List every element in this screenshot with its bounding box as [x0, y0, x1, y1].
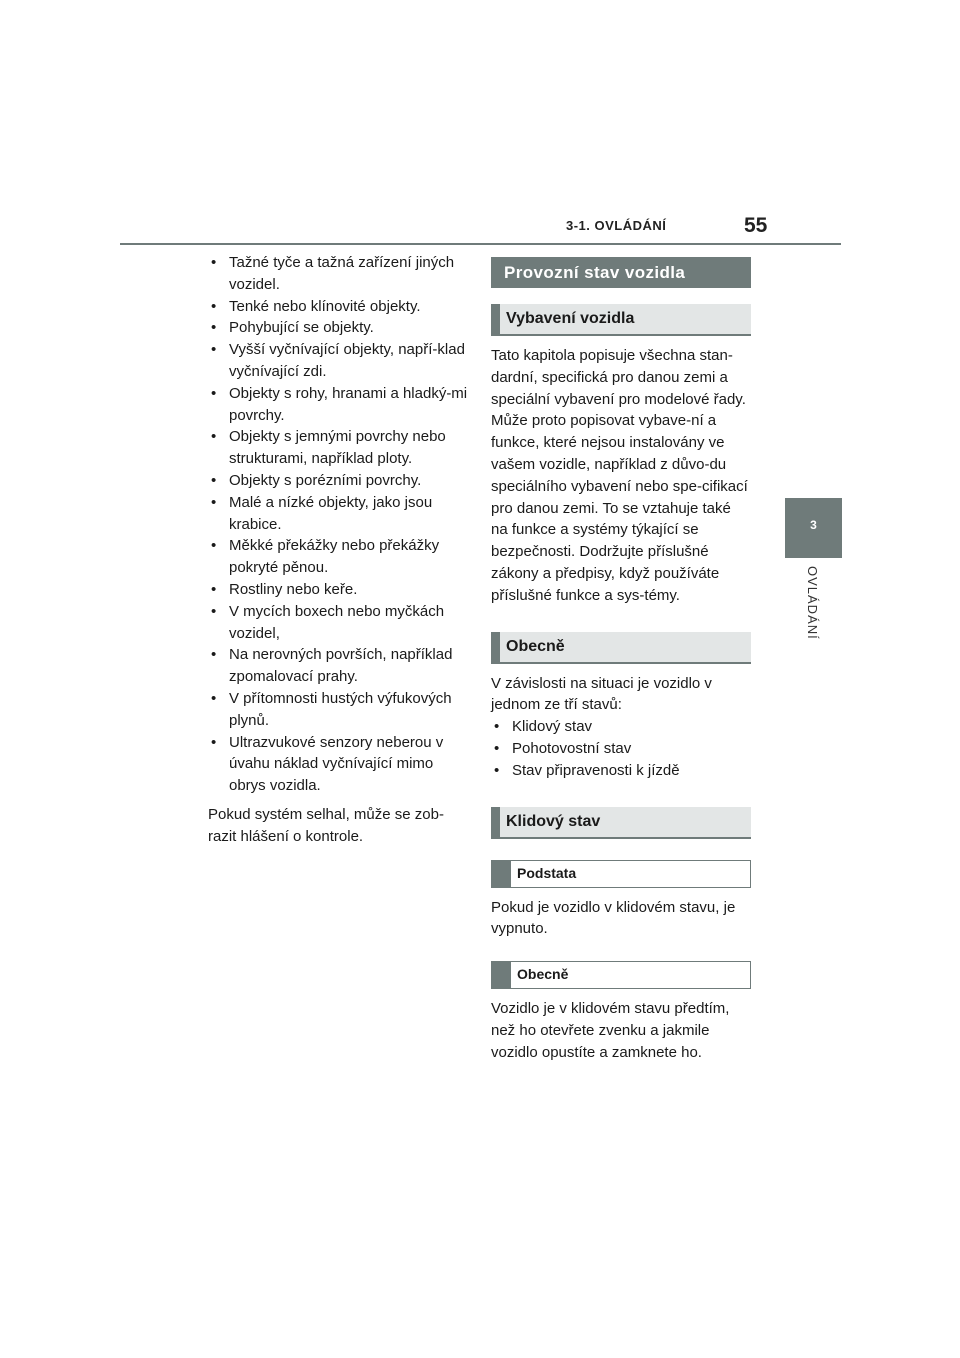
list-item: • Rostliny nebo keře.	[208, 579, 470, 601]
obecne-klidovy-text: Vozidlo je v klidovém stavu předtím, než ho otevřete zvenku a jakmile vozidlo opustíte a zamknete ho.	[491, 1000, 730, 1061]
heading-provozni-stav: Provozní stav vozidla	[491, 257, 751, 288]
list-item: • Malé a nízké objekty, jako jsou krabice.	[208, 492, 470, 536]
chapter-tab	[785, 498, 842, 558]
chapter-side-label: OVLÁDÁNÍ	[805, 566, 820, 640]
list-item: • Objekty s rohy, hranami a hladký-mi povrchy.	[208, 383, 470, 427]
header-section-title: 3-1. OVLÁDÁNÍ	[566, 218, 667, 233]
vehicle-states-list	[491, 716, 751, 781]
list-item: • Na nerovných površích, například zpomalovací prahy.	[208, 644, 470, 688]
left-column	[208, 252, 470, 848]
failure-paragraph: Pokud systém selhal, může se zob-razit hlášení o kontrole.	[208, 805, 444, 845]
obecne-intro: V závislosti na situaci je vozidlo v jednom ze tří stavů:	[491, 674, 712, 714]
chapter-tab-number: 3	[810, 518, 817, 532]
list-item: • Klidový stav	[491, 716, 751, 738]
heading-klidovy-stav: Klidový stav	[491, 807, 751, 839]
limitations-list	[208, 252, 470, 797]
right-column	[491, 257, 751, 1064]
list-item: • Stav připravenosti k jízdě	[491, 760, 751, 782]
list-item: • Ultrazvukové senzory neberou v úvahu náklad vyčnívající mimo obrys vozidla.	[208, 732, 470, 797]
list-item: • Objekty s porézními povrchy.	[208, 470, 470, 492]
list-item: • Tažné tyče a tažná zařízení jiných vozidel.	[208, 252, 470, 296]
list-item: • Měkké překážky nebo překážky pokryté pěnou.	[208, 535, 470, 579]
vybaveni-text: Tato kapitola popisuje všechna stan-dardní, specifická pro danou zemi a speciální vybavení pro modelové řady. Může proto popisovat vybave-ní a funkce, které nejsou instalovány ve vašem vozidle, například z důvo-du speciálního vybavení nebo spe-cifikací pro danou zemi. To se vztahuje také na funkce a systémy týkající se bezpečnosti. Dodržujte příslušné zákony a předpisy, když používáte příslušné funkce a sys-témy.	[491, 347, 748, 604]
list-item: • Objekty s jemnými povrchy nebo strukturami, například ploty.	[208, 426, 470, 470]
list-item: • Pohotovostní stav	[491, 738, 751, 760]
list-item: • Vyšší vyčnívající objekty, napří-klad vyčnívající zdi.	[208, 339, 470, 383]
heading-podstata: Podstata	[491, 860, 751, 888]
list-item: • V přítomnosti hustých výfukových plynů.	[208, 688, 470, 732]
list-item: • Pohybující se objekty.	[208, 317, 470, 339]
list-item: • V mycích boxech nebo myčkách vozidel,	[208, 601, 470, 645]
list-item: • Tenké nebo klínovité objekty.	[208, 296, 470, 318]
page-number: 55	[744, 214, 768, 237]
heading-obecne: Obecně	[491, 632, 751, 664]
header-rule	[120, 243, 841, 245]
heading-obecne-klidovy: Obecně	[491, 961, 751, 989]
podstata-text: Pokud je vozidlo v klidovém stavu, je vypnuto.	[491, 898, 736, 938]
heading-vybaveni-vozidla: Vybavení vozidla	[491, 304, 751, 336]
